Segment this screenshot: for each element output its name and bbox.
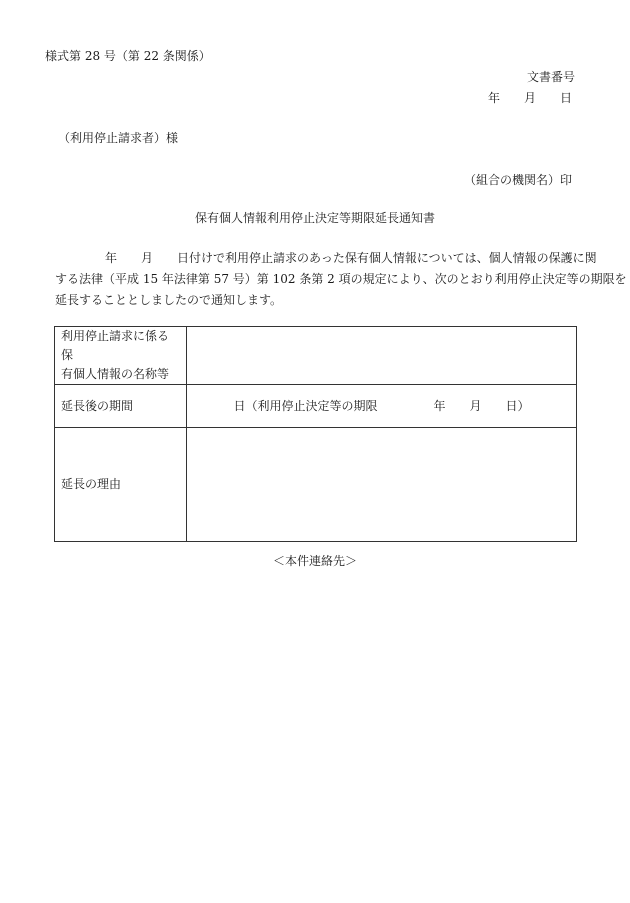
body-line-1: 年 月 日付けで利用停止請求のあった保有個人情報については、個人情報の保護に関 bbox=[105, 251, 597, 265]
contact-heading: ＜本件連絡先＞ bbox=[272, 554, 357, 568]
table-row-extended-period bbox=[55, 385, 577, 428]
table-row-reason bbox=[55, 428, 577, 542]
addressee: （利用停止請求者）様 bbox=[58, 131, 179, 145]
value-reason bbox=[187, 428, 577, 542]
body-line-3: 延長することとしましたので通知します。 bbox=[55, 293, 283, 307]
value-extended-period bbox=[187, 385, 577, 428]
label-extended-period: 延長後の期間 bbox=[55, 385, 187, 428]
document-number-label: 文書番号 bbox=[526, 70, 575, 84]
label-target-info bbox=[55, 327, 187, 385]
body-paragraph bbox=[55, 248, 627, 311]
label-target-info-line-2: 有個人情報の名称等 bbox=[61, 367, 170, 381]
table-row-target-info bbox=[55, 327, 577, 385]
document-title: 保有個人情報利用停止決定等期限延長通知書 bbox=[194, 211, 435, 225]
notice-table bbox=[54, 326, 577, 542]
issuer-seal-line: （組合の機関名）印 bbox=[463, 173, 572, 187]
label-reason: 延長の理由 bbox=[55, 428, 187, 542]
value-target-info bbox=[187, 327, 577, 385]
date-line: 年 月 日 bbox=[487, 91, 572, 105]
period-deadline-date: 年 月 日） bbox=[433, 398, 530, 413]
label-target-info-line-1: 利用停止請求に係る保 bbox=[61, 329, 170, 362]
period-days-text: 日（利用停止決定等の期限 bbox=[233, 398, 378, 413]
form-number: 様式第 28 号（第 22 条関係） bbox=[45, 49, 211, 63]
body-line-2: する法律（平成 15 年法律第 57 号）第 102 条第 2 項の規定により、次のとおり利用停止決定等の期限を bbox=[55, 272, 627, 286]
